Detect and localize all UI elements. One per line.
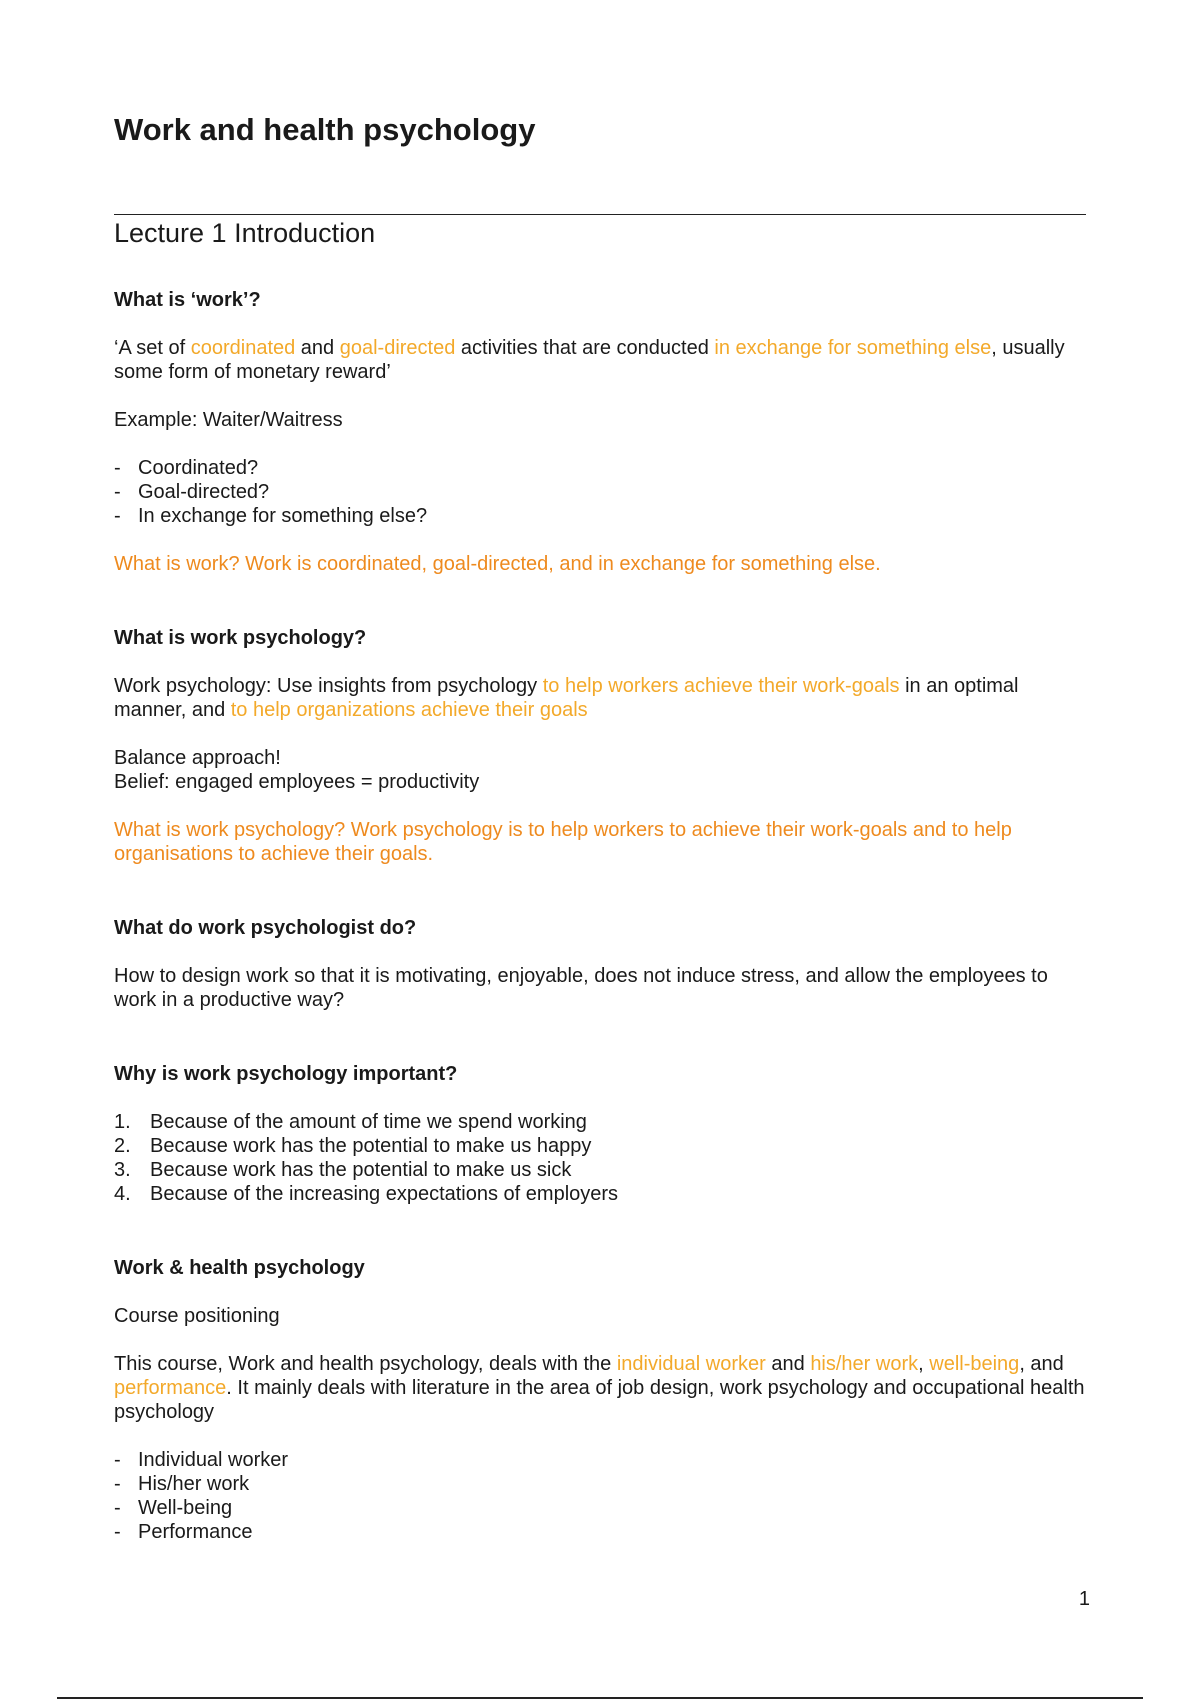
def-text: in an optimal manner, and	[114, 675, 1019, 721]
title-divider	[114, 214, 1086, 215]
highlight-performance: performance	[114, 1377, 227, 1399]
page-number: 1	[1078, 1588, 1090, 1610]
def-text: , usually some form of monetary reward’	[114, 337, 1065, 383]
list-item: - His/her work	[114, 1472, 1086, 1496]
section-heading-work-health: Work & health psychology	[114, 1257, 365, 1279]
course-focus-list	[114, 1448, 1086, 1544]
def-text: and	[295, 337, 340, 359]
document-title: Work and health psychology	[114, 112, 536, 147]
importance-list	[114, 1110, 1086, 1206]
belief-line: Belief: engaged employees = productivity	[114, 771, 480, 793]
list-item: - Well-being	[114, 1496, 1086, 1520]
page-bottom-divider	[57, 1697, 1143, 1699]
highlight-help-organizations: to help organizations achieve their goals	[230, 699, 588, 721]
work-summary: What is work? Work is coordinated, goal-directed, and in exchange for something else.	[114, 553, 881, 575]
example-line: Example: Waiter/Waitress	[114, 409, 343, 431]
def-text: ‘A set of	[114, 337, 191, 359]
def-text: Work psychology: Use insights from psychology	[114, 675, 543, 697]
section-heading-what-is-work: What is ‘work’?	[114, 289, 261, 311]
list-item: - Goal-directed?	[114, 480, 1086, 504]
lecture-body	[114, 288, 1086, 1544]
work-criteria-list	[114, 456, 1086, 528]
highlight-well-being: well-being	[929, 1353, 1020, 1375]
course-description: This course, Work and health psychology, deals with the individual worker and his/her work, well-being, and performance. It mainly deals with literature in the area of job design, work psychology and occupational health psychology	[114, 1353, 1085, 1423]
highlight-help-workers: to help workers achieve their work-goals	[542, 675, 900, 697]
section-heading-what-psychologists-do: What do work psychologist do?	[114, 917, 417, 939]
list-item: 4. Because of the increasing expectations of employers	[114, 1183, 619, 1205]
highlight-goal-directed: goal-directed	[339, 337, 456, 359]
list-item: - In exchange for something else?	[114, 504, 1086, 528]
work-psychology-definition	[114, 674, 1086, 722]
section-heading-work-psychology: What is work psychology?	[114, 627, 367, 649]
list-item: 1. Because of the amount of time we spend working	[114, 1111, 587, 1133]
highlight-exchange: in exchange for something else	[714, 337, 992, 359]
list-item: - Individual worker	[114, 1448, 1086, 1472]
work-psychology-summary: What is work psychology? Work psychology is to help workers to achieve their work-goals and to help organisations to achieve their goals.	[114, 819, 1012, 865]
design-question: How to design work so that it is motivating, enjoyable, does not induce stress, and allow the employees to work in a productive way?	[114, 965, 1048, 1011]
highlight-his-her-work: his/her work	[810, 1353, 919, 1375]
section-heading-importance: Why is work psychology important?	[114, 1063, 458, 1085]
list-item: - Performance	[114, 1520, 1086, 1544]
highlight-individual-worker: individual worker	[616, 1353, 766, 1375]
balance-approach: Balance approach!	[114, 747, 281, 769]
work-definition	[114, 336, 1086, 384]
lecture-title: Lecture 1 Introduction	[114, 218, 376, 248]
highlight-coordinated: coordinated	[190, 337, 296, 359]
course-positioning: Course positioning	[114, 1305, 280, 1327]
list-item: - Coordinated?	[114, 456, 1086, 480]
list-item: 3. Because work has the potential to make us sick	[114, 1159, 572, 1181]
def-text: activities that are conducted	[455, 337, 715, 359]
list-item: 2. Because work has the potential to make us happy	[114, 1135, 592, 1157]
